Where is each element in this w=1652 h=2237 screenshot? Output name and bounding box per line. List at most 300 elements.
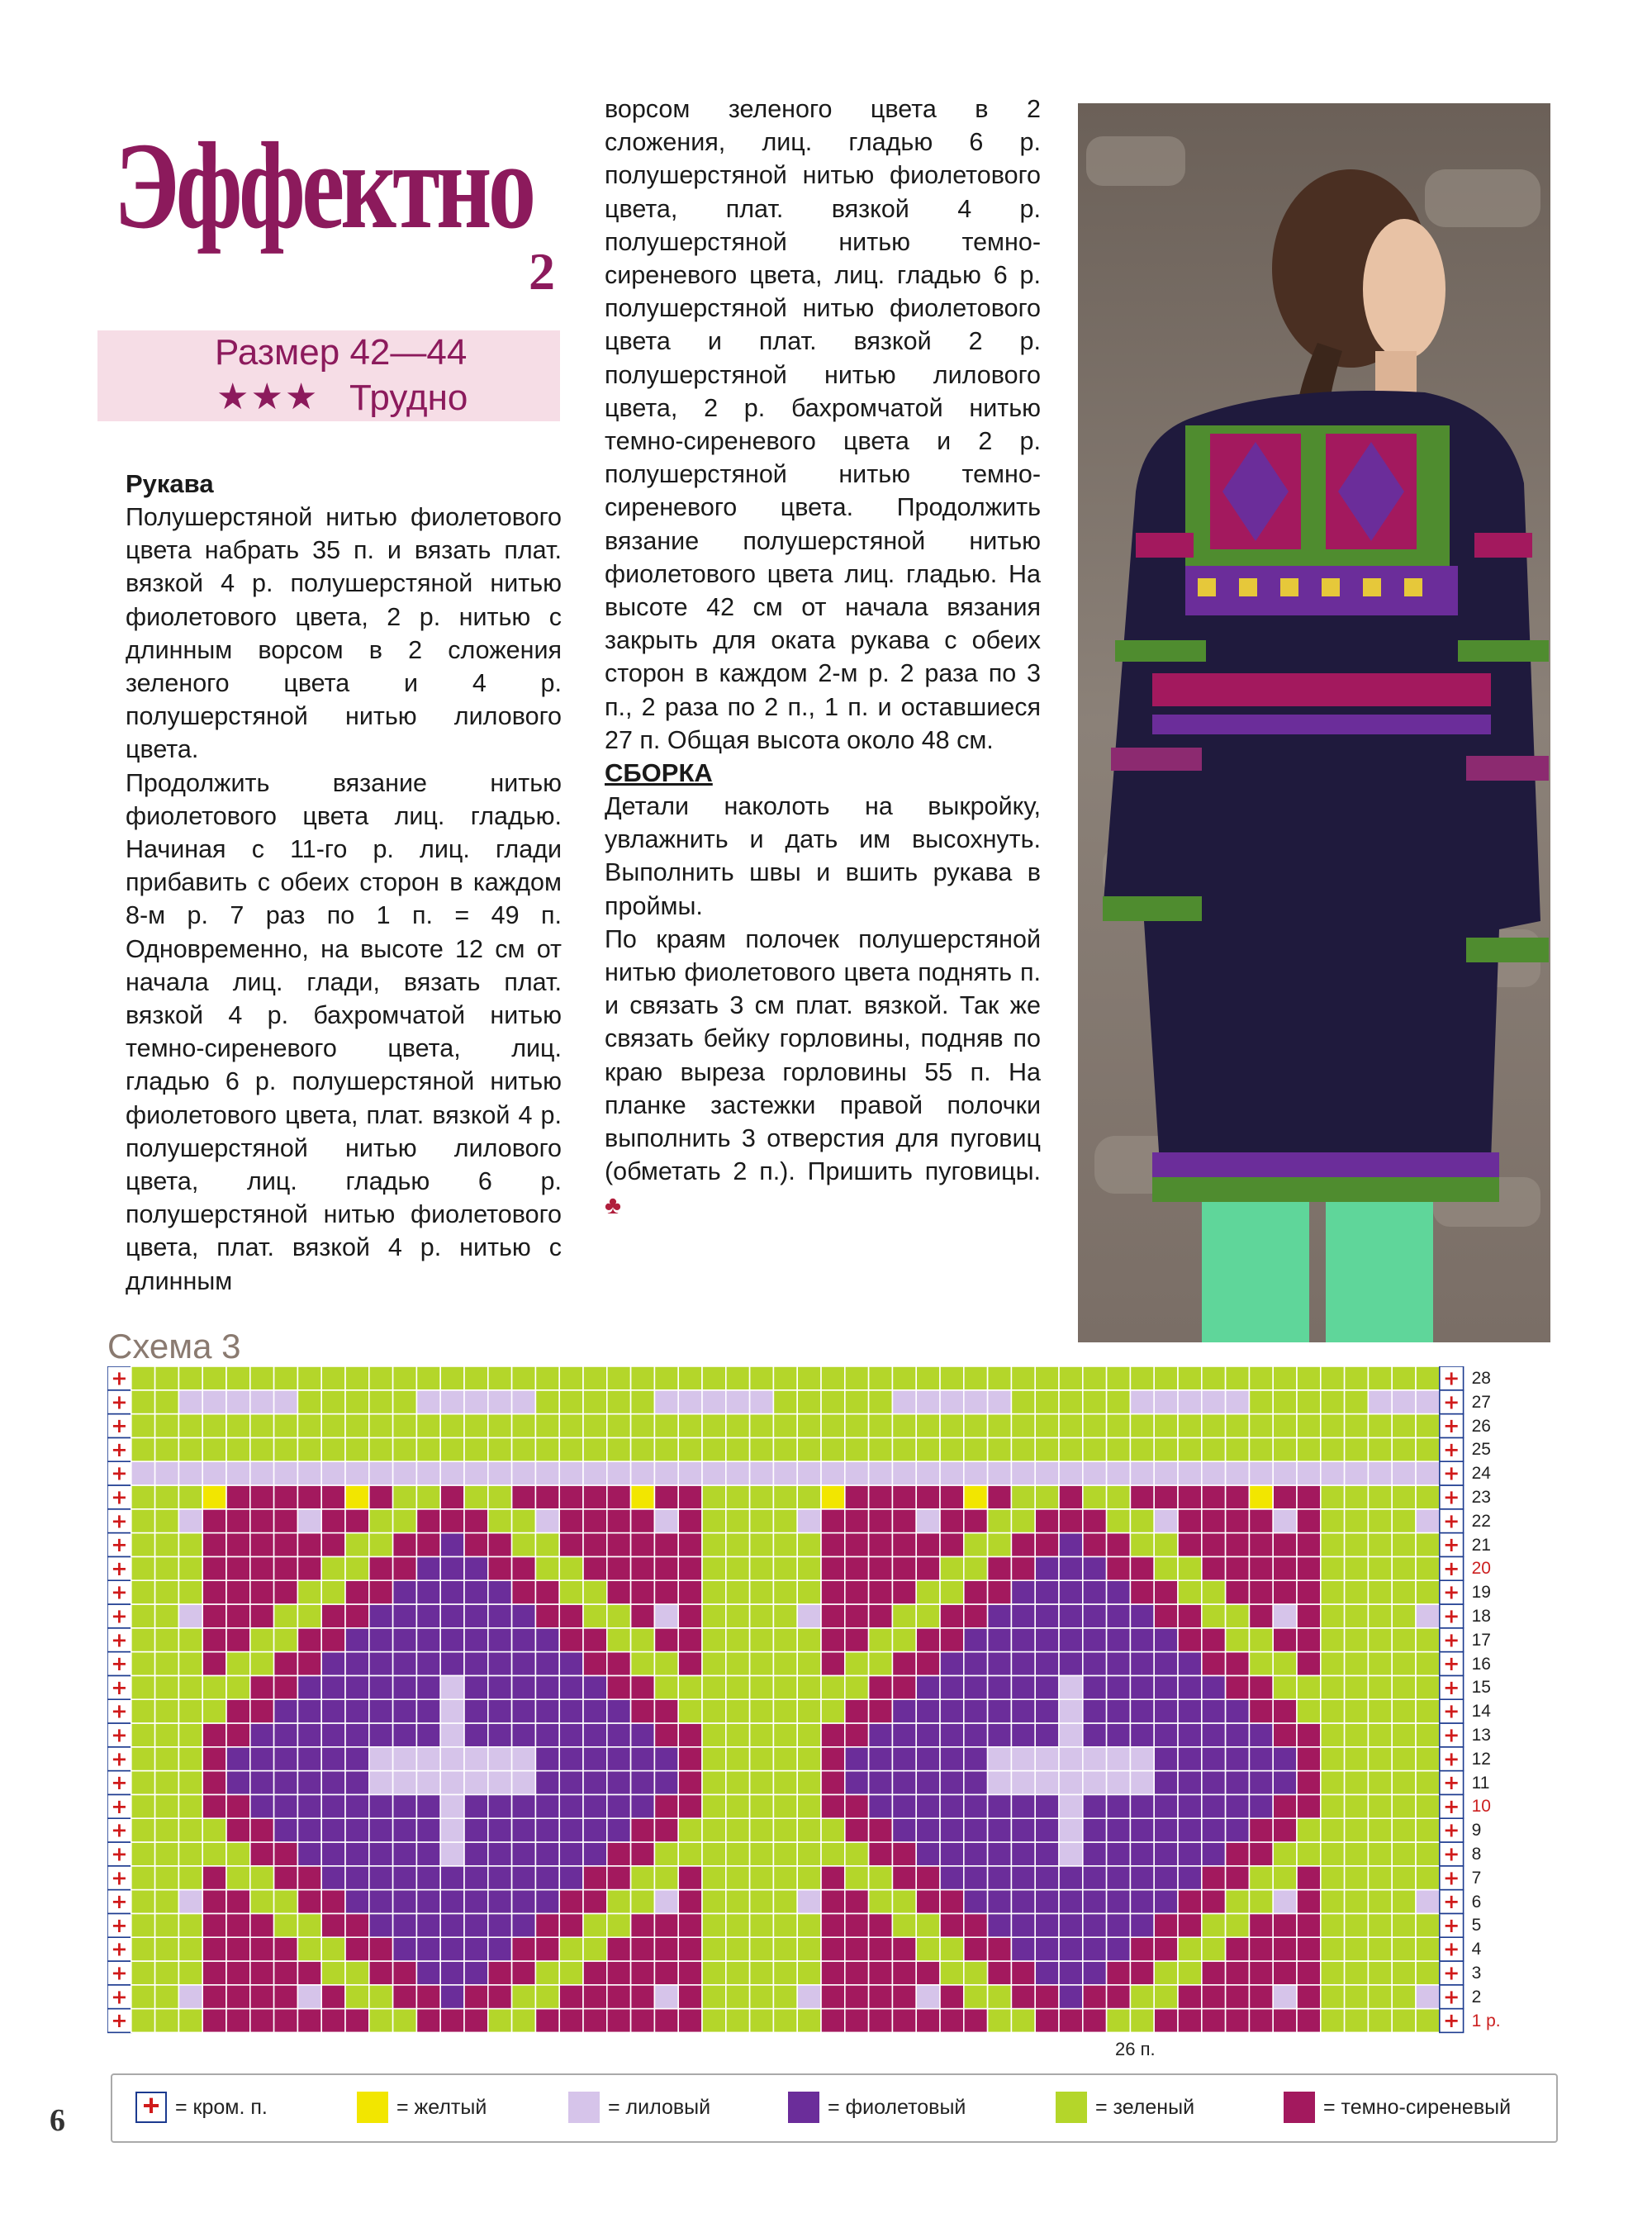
chart-cell-green [155, 1842, 179, 1866]
chart-cell-lilac [178, 1604, 202, 1628]
chart-cell-green [1226, 1366, 1250, 1390]
chart-cell-lilac [797, 1509, 821, 1533]
chart-cell-magenta [1226, 1580, 1250, 1604]
chart-cell-violet [631, 1794, 655, 1818]
chart-cell-green [226, 1866, 250, 1890]
chart-cell-magenta [916, 1890, 940, 1914]
chart-cell-violet [559, 1818, 583, 1842]
row-number: 21 [1471, 1535, 1491, 1555]
edge-plus-icon: + [111, 1628, 128, 1652]
chart-cell-green [702, 1414, 726, 1438]
chart-cell-green [226, 1652, 250, 1676]
chart-cell-lilac [512, 1390, 536, 1414]
chart-cell-magenta [678, 1961, 702, 1985]
edge-plus-icon: + [1443, 1533, 1460, 1557]
chart-cell-green [1416, 2009, 1440, 2033]
chart-cell-green [1345, 1985, 1369, 2009]
chart-cell-lilac [1416, 1390, 1440, 1414]
chart-cell-green [155, 1913, 179, 1937]
chart-cell-magenta [821, 1937, 845, 1961]
chart-cell-violet [916, 1771, 940, 1795]
chart-cell-green [750, 1675, 774, 1699]
chart-cell-violet [1083, 1913, 1107, 1937]
chart-cell-magenta [202, 1723, 226, 1747]
chart-cell-magenta [607, 1533, 631, 1557]
chart-cell-violet [464, 1604, 488, 1628]
chart-cell-green [631, 1890, 655, 1914]
chart-cell-green [178, 1556, 202, 1580]
chart-cell-magenta [226, 1961, 250, 1985]
chart-cell-green [702, 1961, 726, 1985]
chart-cell-magenta [1130, 1937, 1154, 1961]
chart-cell-violet [1107, 1699, 1131, 1723]
chart-cell-violet [345, 1652, 369, 1676]
chart-cell-violet [1154, 1794, 1178, 1818]
chart-cell-green [1392, 1699, 1416, 1723]
chart-cell-violet [1154, 1771, 1178, 1795]
chart-cell-magenta [678, 1580, 702, 1604]
chart-cell-violet [440, 1604, 464, 1628]
chart-cell-magenta [297, 1485, 321, 1509]
chart-cell-green [131, 1437, 155, 1461]
chart-cell-green [155, 1580, 179, 1604]
yellow-swatch [357, 2092, 388, 2123]
chart-cell-magenta [1059, 1509, 1083, 1533]
chart-cell-magenta [226, 1580, 250, 1604]
chart-cell-green [1416, 1913, 1440, 1937]
chart-cell-green [226, 1675, 250, 1699]
chart-cell-violet [1107, 1604, 1131, 1628]
chart-cell-magenta [202, 1556, 226, 1580]
chart-cell-lilac [678, 1390, 702, 1414]
chart-cell-green [155, 1604, 179, 1628]
chart-cell-green [750, 1580, 774, 1604]
chart-cell-green [321, 1580, 345, 1604]
chart-cell-green [726, 1747, 750, 1771]
chart-cell-green [702, 1794, 726, 1818]
chart-cell-green [345, 1414, 369, 1438]
chart-cell-green [1107, 1485, 1131, 1509]
chart-cell-green [702, 1747, 726, 1771]
chart-cell-violet [393, 1794, 417, 1818]
chart-cell-green [607, 1390, 631, 1414]
chart-cell-violet [1011, 1890, 1035, 1914]
chart-cell-green [773, 1961, 797, 1985]
chart-cell-violet [1107, 1866, 1131, 1890]
chart-cell-green [1130, 2009, 1154, 2033]
row-number: 28 [1471, 1369, 1491, 1388]
chart-cell-violet [988, 1652, 1012, 1676]
chart-cell-magenta [1011, 1533, 1035, 1557]
lilac-swatch [568, 2092, 600, 2123]
chart-cell-lilac [1273, 1604, 1297, 1628]
chart-cell-green [559, 1366, 583, 1390]
chart-cell-violet [988, 1866, 1012, 1890]
chart-cell-violet [1202, 1699, 1226, 1723]
chart-cell-magenta [821, 1771, 845, 1795]
chart-cell-green [702, 1771, 726, 1795]
chart-cell-violet [1059, 1961, 1083, 1985]
chart-cell-magenta [607, 1580, 631, 1604]
chart-cell-green [1368, 1699, 1392, 1723]
edge-plus-icon: + [1443, 1604, 1460, 1628]
row-number: 20 [1471, 1559, 1491, 1579]
chart-cell-violet [559, 1723, 583, 1747]
chart-cell-violet [297, 1675, 321, 1699]
chart-cell-green [750, 1485, 774, 1509]
chart-cell-violet [1202, 1747, 1226, 1771]
chart-cell-violet [1011, 1842, 1035, 1866]
chart-cell-green [1392, 2009, 1416, 2033]
chart-cell-magenta [821, 1580, 845, 1604]
chart-cell-green [1226, 1890, 1250, 1914]
chart-cell-violet [845, 1771, 869, 1795]
chart-cell-magenta [607, 1866, 631, 1890]
chart-cell-magenta [1011, 1985, 1035, 2009]
chart-cell-green [773, 1699, 797, 1723]
chart-cell-violet [369, 1842, 393, 1866]
chart-cell-violet [321, 1675, 345, 1699]
chart-cell-magenta [631, 1818, 655, 1842]
chart-cell-magenta [345, 1937, 369, 1961]
chart-cell-lilac [1059, 1461, 1083, 1485]
chart-cell-magenta [297, 1556, 321, 1580]
chart-cell-magenta [654, 1937, 678, 1961]
chart-cell-violet [583, 1771, 607, 1795]
chart-cell-lilac [1368, 1390, 1392, 1414]
chart-cell-violet [369, 1866, 393, 1890]
chart-cell-violet [1178, 1723, 1202, 1747]
chart-cell-violet [1083, 1723, 1107, 1747]
chart-cell-green [1392, 1771, 1416, 1795]
chart-cell-green [393, 1437, 417, 1461]
chart-cell-green [750, 1556, 774, 1580]
chart-cell-green [583, 1366, 607, 1390]
chart-cell-green [726, 1866, 750, 1890]
chart-cell-green [773, 1366, 797, 1390]
chart-cell-magenta [988, 1580, 1012, 1604]
chart-cell-magenta [845, 1723, 869, 1747]
chart-cell-magenta [869, 1842, 893, 1866]
chart-cell-magenta [916, 2009, 940, 2033]
chart-cell-magenta [678, 1485, 702, 1509]
chart-cell-violet [1154, 1747, 1178, 1771]
chart-cell-green [250, 1366, 274, 1390]
chart-cell-violet [1083, 1818, 1107, 1842]
chart-cell-violet [393, 1937, 417, 1961]
chart-cell-green [1345, 1485, 1369, 1509]
chart-cell-green [940, 1414, 964, 1438]
chart-cell-violet [1035, 1723, 1059, 1747]
chart-cell-lilac [1202, 1461, 1226, 1485]
chart-cell-violet [250, 1723, 274, 1747]
chart-cell-violet [416, 1675, 440, 1699]
chart-cell-green [1226, 1628, 1250, 1652]
chart-cell-green [1011, 1485, 1035, 1509]
chart-cell-magenta [1154, 1937, 1178, 1961]
chart-cell-violet [1059, 1652, 1083, 1676]
chart-cell-magenta [369, 1937, 393, 1961]
chart-cell-magenta [226, 1937, 250, 1961]
chart-cell-magenta [631, 1675, 655, 1699]
chart-cell-green [892, 1366, 916, 1390]
chart-cell-violet [583, 1699, 607, 1723]
chart-cell-lilac [988, 1747, 1012, 1771]
chart-cell-magenta [1297, 1866, 1321, 1890]
chart-cell-green [393, 1509, 417, 1533]
chart-cell-green [1130, 1985, 1154, 2009]
chart-cell-green [797, 1723, 821, 1747]
sleeves-paragraph-1: Полушерстяной нитью фиолетового цвета набрать 35 п. и вязать плат. вязкой 4 р. полушерстяной нитью фиолетового цвета, 2 р. нитью с длинным ворсом в 2 сложения зеленого цвета и 4 р. полушерстяной нитью лилового цвета. [126, 503, 562, 764]
chart-cell-magenta [1226, 1937, 1250, 1961]
chart-cell-violet [1249, 1723, 1273, 1747]
chart-cell-green [1345, 1723, 1369, 1747]
chart-cell-magenta [1249, 2009, 1273, 2033]
chart-cell-green [416, 1437, 440, 1461]
chart-cell-green [1368, 1652, 1392, 1676]
chart-cell-violet [345, 1866, 369, 1890]
chart-cell-lilac [1202, 1390, 1226, 1414]
chart-cell-violet [369, 1794, 393, 1818]
chart-cell-violet [1130, 1675, 1154, 1699]
row-number: 26 [1471, 1416, 1491, 1436]
chart-cell-magenta [654, 1699, 678, 1723]
chart-cell-green [488, 1509, 512, 1533]
chart-cell-magenta [250, 1509, 274, 1533]
chart-cell-green [1011, 1366, 1035, 1390]
chart-cell-green [369, 1509, 393, 1533]
chart-cell-green [654, 1437, 678, 1461]
edge-plus-icon: + [111, 1842, 128, 1866]
chart-cell-green [869, 1866, 893, 1890]
chart-cell-green [297, 1913, 321, 1937]
chart-cell-lilac [1297, 1461, 1321, 1485]
chart-cell-magenta [1178, 1509, 1202, 1533]
chart-cell-green [726, 1842, 750, 1866]
chart-cell-magenta [1178, 1604, 1202, 1628]
chart-cell-violet [393, 1723, 417, 1747]
chart-cell-magenta [607, 1985, 631, 2009]
chart-cell-magenta [297, 1890, 321, 1914]
chart-cell-magenta [1202, 1556, 1226, 1580]
chart-cell-green [1273, 1866, 1297, 1890]
chart-cell-green [1273, 1842, 1297, 1866]
chart-cell-green [1368, 1366, 1392, 1390]
chart-cell-lilac [464, 1771, 488, 1795]
chart-cell-magenta [1297, 1628, 1321, 1652]
chart-cell-magenta [916, 1533, 940, 1557]
chart-cell-magenta [440, 1485, 464, 1509]
chart-cell-green [345, 1366, 369, 1390]
chart-cell-magenta [821, 1747, 845, 1771]
chart-cell-green [726, 1913, 750, 1937]
legend-violet-label: = фиолетовый [828, 2095, 966, 2119]
chart-cell-lilac [916, 1509, 940, 1533]
chart-cell-green [1202, 1366, 1226, 1390]
chart-cell-green [1321, 1675, 1345, 1699]
chart-cell-violet [297, 1771, 321, 1795]
chart-cell-green [250, 1866, 274, 1890]
chart-cell-magenta [607, 1675, 631, 1699]
chart-cell-lilac [178, 1890, 202, 1914]
chart-cell-green [345, 1437, 369, 1461]
chart-cell-magenta [226, 1818, 250, 1842]
chart-cell-lilac [1059, 1818, 1083, 1842]
chart-cell-violet [1059, 1890, 1083, 1914]
chart-cell-green [131, 1961, 155, 1985]
chart-cell-lilac [654, 1390, 678, 1414]
edge-plus-icon: + [111, 1723, 128, 1747]
chart-cell-violet [250, 1771, 274, 1795]
chart-cell-green [155, 1556, 179, 1580]
chart-cell-magenta [297, 2009, 321, 2033]
chart-cell-green [1226, 1414, 1250, 1438]
chart-cell-green [297, 1937, 321, 1961]
chart-cell-magenta [1178, 1985, 1202, 2009]
chart-cell-violet [869, 1747, 893, 1771]
chart-cell-magenta [678, 1747, 702, 1771]
chart-cell-green [345, 1556, 369, 1580]
chart-cell-green [726, 1675, 750, 1699]
chart-cell-green [464, 1366, 488, 1390]
chart-cell-magenta [1273, 1485, 1297, 1509]
chart-cell-green [1345, 1890, 1369, 1914]
chart-cell-green [1321, 1961, 1345, 1985]
chart-cell-lilac [1130, 1747, 1154, 1771]
chart-cell-violet [1011, 1913, 1035, 1937]
chart-cell-magenta [821, 1723, 845, 1747]
chart-cell-magenta [488, 1533, 512, 1557]
chart-cell-violet [440, 1556, 464, 1580]
chart-cell-lilac [964, 1390, 988, 1414]
chart-cell-magenta [1107, 1556, 1131, 1580]
chart-cell-violet [1011, 1866, 1035, 1890]
chart-cell-magenta [226, 1985, 250, 2009]
chart-cell-magenta [226, 1890, 250, 1914]
chart-cell-green [131, 1818, 155, 1842]
chart-cell-magenta [821, 1509, 845, 1533]
chart-cell-green [1368, 1604, 1392, 1628]
chart-cell-violet [1035, 1604, 1059, 1628]
chart-cell-magenta [678, 1652, 702, 1676]
edge-plus-icon: + [1443, 1842, 1460, 1866]
chart-cell-green [250, 1628, 274, 1652]
chart-cell-magenta [1226, 1485, 1250, 1509]
chart-cell-violet [654, 1747, 678, 1771]
chart-cell-green [321, 1366, 345, 1390]
chart-cell-lilac [440, 1461, 464, 1485]
chart-cell-green [678, 1675, 702, 1699]
chart-cell-magenta [892, 1652, 916, 1676]
chart-cell-violet [512, 1604, 536, 1628]
edge-plus-icon: + [111, 2009, 128, 2033]
chart-cell-violet [464, 1652, 488, 1676]
chart-cell-green [1392, 1509, 1416, 1533]
chart-cell-lilac [559, 1461, 583, 1485]
chart-cell-green [1297, 1366, 1321, 1390]
chart-cell-magenta [226, 1699, 250, 1723]
chart-cell-magenta [464, 1533, 488, 1557]
chart-cell-green [607, 1604, 631, 1628]
chart-cell-magenta [583, 1652, 607, 1676]
edge-plus-icon: + [111, 1794, 128, 1818]
chart-cell-green [464, 1414, 488, 1438]
chart-cell-magenta [821, 1604, 845, 1628]
chart-cell-violet [1035, 1937, 1059, 1961]
chart-cell-violet [512, 1794, 536, 1818]
chart-cell-magenta [440, 2009, 464, 2033]
chart-cell-magenta [678, 2009, 702, 2033]
chart-cell-green [131, 1628, 155, 1652]
chart-cell-magenta [940, 1533, 964, 1557]
chart-cell-violet [416, 1580, 440, 1604]
chart-cell-violet [345, 1675, 369, 1699]
chart-cell-green [1202, 1937, 1226, 1961]
chart-cell-green [155, 1628, 179, 1652]
chart-cell-magenta [535, 2009, 559, 2033]
chart-cell-violet [1226, 1699, 1250, 1723]
model-photo [1078, 103, 1550, 1342]
chart-cell-violet [1059, 1913, 1083, 1937]
chart-cell-green [1345, 1580, 1369, 1604]
chart-cell-green [726, 1604, 750, 1628]
chart-cell-green [1392, 1937, 1416, 1961]
edge-plus-icon: + [1443, 1366, 1460, 1390]
chart-cell-green [1011, 1437, 1035, 1461]
chart-cell-magenta [869, 1699, 893, 1723]
chart-cell-magenta [678, 1794, 702, 1818]
chart-cell-green [726, 1794, 750, 1818]
chart-cell-lilac [1416, 1604, 1440, 1628]
chart-cell-magenta [1249, 1604, 1273, 1628]
chart-cell-green [702, 1533, 726, 1557]
chart-cell-magenta [226, 1556, 250, 1580]
chart-cell-magenta [321, 1509, 345, 1533]
chart-cell-green [512, 2009, 536, 2033]
chart-cell-green [773, 1485, 797, 1509]
chart-cell-green [1416, 1675, 1440, 1699]
chart-cell-lilac [1368, 1461, 1392, 1485]
chart-cell-magenta [1249, 1556, 1273, 1580]
chart-cell-violet [416, 1794, 440, 1818]
chart-cell-magenta [1059, 1485, 1083, 1509]
chart-cell-magenta [821, 1913, 845, 1937]
chart-cell-violet [512, 1699, 536, 1723]
chart-cell-magenta [464, 1985, 488, 2009]
chart-cell-lilac [1059, 1723, 1083, 1747]
chart-cell-violet [464, 1890, 488, 1914]
chart-cell-green [726, 1509, 750, 1533]
chart-cell-magenta [1107, 1533, 1131, 1557]
chart-cell-green [797, 1818, 821, 1842]
chart-cell-green [940, 1556, 964, 1580]
chart-cell-magenta [202, 1652, 226, 1676]
chart-cell-green [631, 1366, 655, 1390]
chart-cell-green [321, 1437, 345, 1461]
chart-cell-magenta [845, 1794, 869, 1818]
chart-cell-lilac [416, 1747, 440, 1771]
chart-cell-green [773, 1390, 797, 1414]
chart-cell-lilac [440, 1699, 464, 1723]
chart-cell-lilac [440, 1390, 464, 1414]
chart-cell-green [750, 1985, 774, 2009]
chart-cell-green [607, 1628, 631, 1652]
edge-plus-icon: + [1443, 1580, 1460, 1604]
chart-cell-violet [964, 1628, 988, 1652]
chart-cell-magenta [845, 1485, 869, 1509]
chart-cell-green [1273, 1437, 1297, 1461]
chart-cell-violet [940, 1747, 964, 1771]
